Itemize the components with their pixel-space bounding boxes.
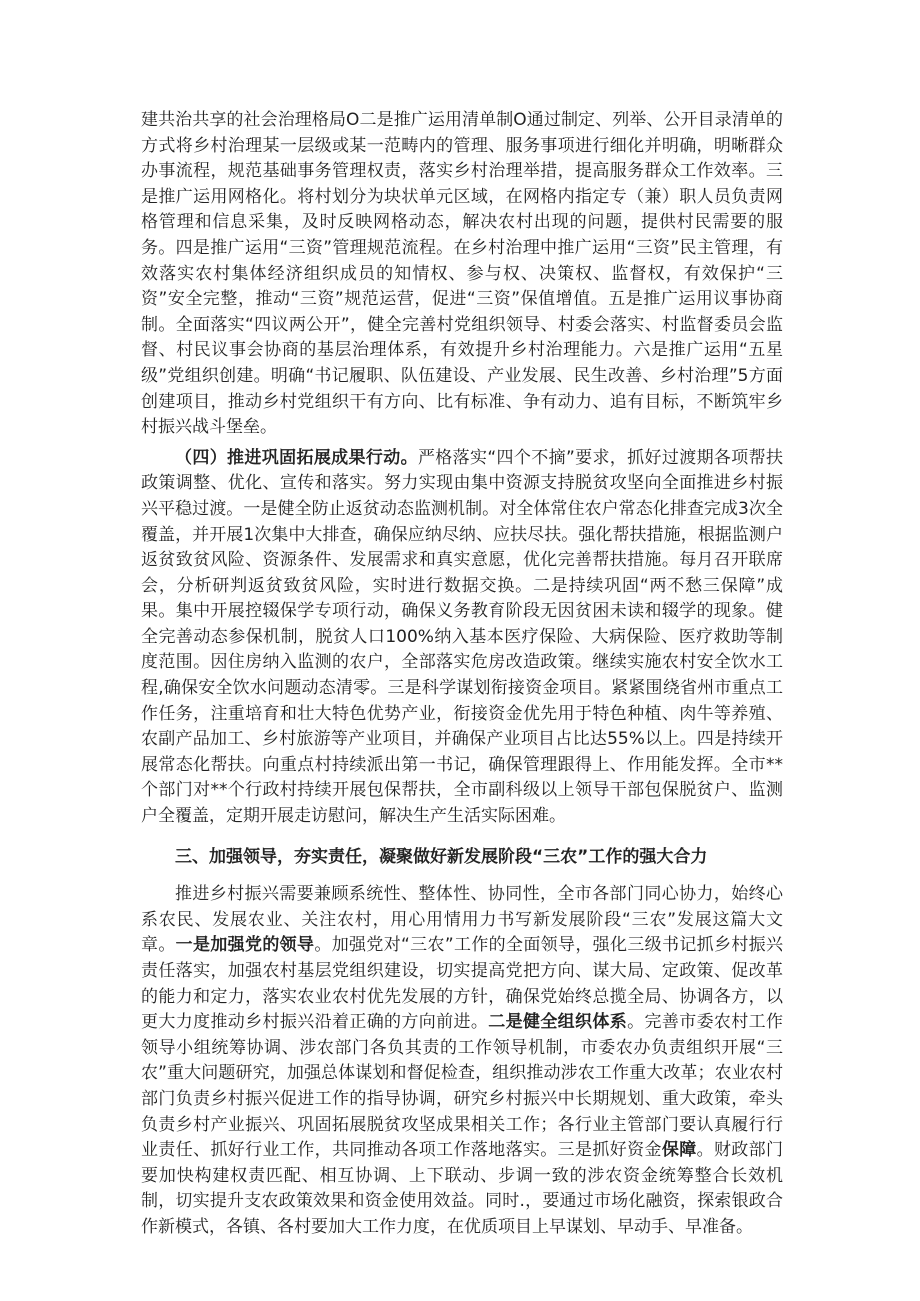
text-run: 推进乡村振兴需要兼顾系统性、整体性、协同性，全市各部门同心协力，始终心系农民、发展农业、关注农村，用心用情用力书写新发展阶段“三农”发展这篇大文章。 [141, 884, 783, 956]
bold-run-guarantee: 保障 [661, 1140, 697, 1161]
section-heading: 三、加强领导，夯实责任，凝聚做好新发展阶段“三农”工作的强大合力 [175, 846, 708, 867]
text-run: 。完善市委农村工作领导小组统筹协调、涉农部门各负其责的工作领导机制，市委农办负责组织开展“三农”重大问题研究，加强总体谋划和督促检查，组织推动涉农工作重大改革；农业农村部门负责乡村振兴促进工作的指导协调，研究乡村振兴中长期规划、重大政策，牵头负责乡村产业振兴、巩固拓展脱贫攻坚成果相关工作；各行业主管部门要认真履行行业责任、抓好行业工作，共同推动各项工作落地落实。三是抓好资金 [141, 1012, 784, 1161]
bold-run-organization: 二是健全组织体系 [488, 1012, 628, 1033]
paragraph-consolidate-results [141, 446, 783, 830]
text-run: 。财政部门要加快构建权责匹配、相互协调、上下联动、步调一致的涉农资金统筹整合长效机制，切实提升支农政策效果和资金使用效益。同时.，要通过市场化融资，探索银政合作新模式，各镇、各村要加大工作力度，在优质项目上早谋划、早动手、早准备。 [141, 1140, 784, 1237]
paragraph-lead-title: （四）推进巩固拓展成果行动。 [175, 447, 418, 468]
paragraph-leadership [141, 882, 783, 1240]
text-run: 。加强党对“三农”工作的全面领导，强化三级书记抓乡村振兴责任落实，加强农村基层党组织建设，切实提高党把方向、谋大局、定政策、促改革的能力和定力，落实农业农村优先发展的方针，确保党始终总揽全局、协调各方，以更大力度推动乡村振兴沿着正确的方向前进。 [141, 935, 784, 1033]
paragraph-rural-governance: 建共治共享的社会治理格局O二是推广运用清单制O通过制定、列举、公开目录清单的方式将乡村治理某一层级或某一范畴内的管理、服务事项进行细化并明确，明晰群众办事流程，规范基础事务管理权责，落实乡村治理举措，提高服务群众工作效率。三是推广运用网格化。将村划分为块状单元区域，在网格内指定专（兼）职人员负责网格管理和信息采集，及时反映网格动态，解决农村出现的问题，提供村民需要的服务。四是推广运用“三资”管理规范流程。在乡村治理中推广运用“三资”民主管理，有效落实农村集体经济组织成员的知情权、参与权、决策权、监督权，有效保护“三资”安全完整，推动“三资”规范运营，促进“三资”保值增值。五是推广运用议事协商制。全面落实“四议两公开”，健全完善村党组织领导、村委会落实、村监督委员会监督、村民议事会协商的基层治理体系，有效提升乡村治理能力。六是推广运用“五星级”党组织创建。明确“书记履职、队伍建设、产业发展、民生改善、乡村治理”5方面创建项目，推动乡村党组织干有方向、比有标准、争有动力、追有目标，不断筑牢乡村振兴战斗堡垒。 [141, 110, 783, 438]
bold-run-party-leadership: 一是加强党的领导 [175, 935, 315, 956]
paragraph-body: 严格落实“四个不摘”要求，抓好过渡期各项帮扶政策调整、优化、宣传和落实。努力实现由集中资源支持脱贫攻坚向全面推进乡村振兴平稳过渡。一是健全防止返贫动态监测机制。对全体常住农户常态化排查完成3次全覆盖，并开展1次集中大排查，确保应纳尽纳、应扶尽扶。强化帮扶措施，根据监测户返贫致贫风险、资源条件、发展需求和真实意愿，优化完善帮扶措施。每月召开联席会，分析研判返贫致贫风险，实时进行数据交换。二是持续巩固“两不愁三保障”成果。集中开展控辍保学专项行动，确保义务教育阶段无因贫困未读和辍学的现象。健全完善动态参保机制，脱贫人口100%纳入基本医疗保险、大病保险、医疗救助等制度范围。因住房纳入监测的农户，全部落实危房改造政策。继续实施农村安全饮水工程,确保安全饮水问题动态清零。三是科学谋划衔接资金项目。紧紧围绕省州市重点工作任务，注重培育和壮大特色优势产业，衔接资金优先用于特色种植、肉牛等养殖、农副产品加工、乡村旅游等产业项目，并确保产业项目占比达55%以上。四是持续开展常态化帮扶。向重点村持续派出第一书记，确保管理跟得上、作用能发挥。全市**个部门对**个行政村持续开展包保帮扶，全市副科级以上领导干部包保脱贫户、监测户全覆盖，定期开展走访慰问，解决生产生活实际困难。 [141, 447, 783, 827]
